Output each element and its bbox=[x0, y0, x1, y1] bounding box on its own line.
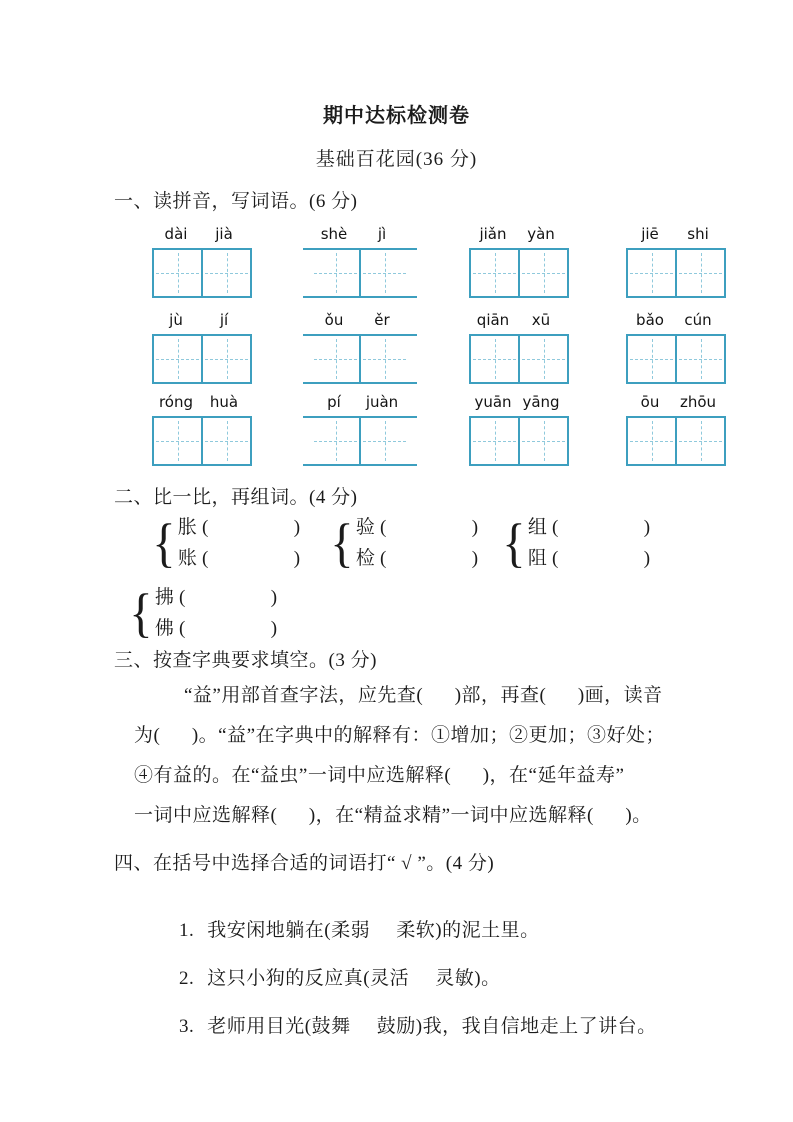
pinyin-syllable: juàn bbox=[365, 393, 399, 411]
pinyin-labels bbox=[469, 393, 565, 416]
pinyin-word-group bbox=[469, 311, 569, 384]
grid-cell bbox=[154, 336, 201, 382]
answer-blank: ( ) bbox=[379, 548, 479, 569]
pinyin-syllable: qiān bbox=[476, 311, 510, 329]
page-subtitle: 基础百花园(36 分) bbox=[315, 149, 478, 170]
item-number: 2. bbox=[179, 968, 195, 989]
pinyin-syllable: jià bbox=[215, 225, 233, 243]
pair-brace: { bbox=[129, 583, 153, 643]
item-text: )。 bbox=[474, 968, 501, 989]
grid-cell bbox=[471, 336, 518, 382]
pair-character: 账 bbox=[177, 548, 197, 569]
pinyin-syllable: jí bbox=[219, 311, 229, 329]
grid-cell bbox=[359, 418, 408, 464]
pinyin-syllable: jù bbox=[169, 311, 183, 329]
pinyin-labels bbox=[626, 393, 722, 416]
section-2-heading: 二、比一比，再组词。(4 分) bbox=[114, 487, 358, 508]
dictionary-paragraph bbox=[134, 676, 714, 836]
tianzige-grid bbox=[626, 416, 726, 466]
pinyin-word-group bbox=[152, 225, 252, 298]
pinyin-word-group bbox=[310, 311, 410, 384]
paragraph-line: 一词中应选解释( )，在“精益求精”一词中应选解释( )。 bbox=[134, 805, 652, 826]
item-number: 3. bbox=[179, 1016, 195, 1037]
option-words: 柔弱 柔软 bbox=[331, 919, 436, 941]
pinyin-syllable: jiǎn bbox=[479, 225, 507, 243]
tianzige-grid bbox=[310, 416, 410, 466]
pinyin-labels bbox=[626, 225, 722, 248]
pinyin-syllable: yāng bbox=[522, 393, 560, 411]
section-3-heading: 三、按查字典要求填空。(3 分) bbox=[114, 650, 377, 671]
grid-cell bbox=[201, 336, 250, 382]
pinyin-row bbox=[0, 393, 793, 469]
word-pair bbox=[151, 512, 300, 574]
question-item bbox=[158, 989, 657, 1060]
grid-cell bbox=[518, 250, 567, 296]
pinyin-labels bbox=[152, 393, 248, 416]
pinyin-syllable: yàn bbox=[527, 225, 555, 243]
pinyin-word-group bbox=[152, 393, 252, 466]
grid-cell bbox=[359, 250, 408, 296]
pinyin-word-group bbox=[626, 393, 726, 466]
pinyin-syllable: bǎo bbox=[636, 311, 664, 329]
pair-brace: { bbox=[330, 513, 354, 573]
paragraph-line: “益”用部首查字法，应先查( )部，再查( )画，读音 bbox=[184, 685, 663, 706]
tianzige-grid bbox=[310, 248, 410, 298]
grid-cell bbox=[628, 336, 675, 382]
tianzige-grid bbox=[626, 248, 726, 298]
tianzige-grid bbox=[152, 334, 252, 384]
pinyin-labels bbox=[469, 225, 565, 248]
tianzige-grid bbox=[310, 334, 410, 384]
section-4-heading: 四、在括号中选择合适的词语打“ √ ”。(4 分) bbox=[114, 853, 495, 874]
tianzige-grid bbox=[152, 248, 252, 298]
pinyin-syllable: cún bbox=[684, 311, 712, 329]
item-text: )我，我自信地走上了讲台。 bbox=[415, 1016, 657, 1037]
pair-character: 组 bbox=[527, 517, 547, 538]
grid-cell bbox=[675, 336, 724, 382]
answer-blank: ( ) bbox=[178, 587, 278, 608]
item-number: 1. bbox=[179, 920, 195, 941]
answer-blank: ( ) bbox=[201, 517, 301, 538]
answer-blank: ( ) bbox=[551, 517, 651, 538]
word-pair bbox=[501, 512, 650, 574]
option-words: 灵活 灵敏 bbox=[370, 967, 475, 989]
pinyin-syllable: shi bbox=[687, 225, 709, 243]
pair-character: 拂 bbox=[154, 587, 174, 608]
pinyin-word-group bbox=[626, 225, 726, 298]
grid-cell bbox=[675, 418, 724, 464]
pinyin-labels bbox=[310, 393, 406, 416]
grid-cell bbox=[471, 250, 518, 296]
word-pair bbox=[329, 512, 478, 574]
pair-character: 阻 bbox=[527, 548, 547, 569]
item-text: 我安闲地躺在( bbox=[207, 920, 332, 941]
pair-line bbox=[155, 582, 277, 613]
grid-cell bbox=[359, 336, 408, 382]
pinyin-labels bbox=[310, 311, 406, 334]
pair-line bbox=[155, 613, 277, 644]
grid-cell bbox=[675, 250, 724, 296]
pinyin-labels bbox=[310, 225, 406, 248]
grid-cell bbox=[312, 418, 359, 464]
tianzige-grid bbox=[152, 416, 252, 466]
pair-line bbox=[356, 543, 478, 574]
pinyin-labels bbox=[152, 225, 248, 248]
pinyin-syllable: ǒu bbox=[324, 311, 344, 329]
grid-cell bbox=[628, 418, 675, 464]
pair-line bbox=[178, 512, 300, 543]
grid-cell bbox=[471, 418, 518, 464]
page-title: 期中达标检测卷 bbox=[323, 105, 470, 127]
word-pair bbox=[128, 582, 277, 644]
pinyin-word-group bbox=[310, 393, 410, 466]
pinyin-syllable: dài bbox=[164, 225, 188, 243]
pair-character: 胀 bbox=[177, 517, 197, 538]
answer-blank: ( ) bbox=[178, 618, 278, 639]
pinyin-syllable: ěr bbox=[374, 311, 390, 329]
pinyin-syllable: yuān bbox=[474, 393, 512, 411]
pinyin-word-group bbox=[152, 311, 252, 384]
pinyin-syllable: pí bbox=[327, 393, 341, 411]
pair-line bbox=[528, 543, 650, 574]
pinyin-syllable: xū bbox=[531, 311, 551, 329]
grid-cell bbox=[518, 418, 567, 464]
item-text: 这只小狗的反应真( bbox=[207, 968, 371, 989]
tianzige-grid bbox=[469, 416, 569, 466]
answer-blank: ( ) bbox=[379, 517, 479, 538]
pinyin-syllable: jì bbox=[377, 225, 387, 243]
grid-cell bbox=[628, 250, 675, 296]
pinyin-word-group bbox=[626, 311, 726, 384]
pair-line bbox=[178, 543, 300, 574]
section-1-heading: 一、读拼音，写词语。(6 分) bbox=[114, 191, 358, 212]
grid-cell bbox=[312, 250, 359, 296]
pinyin-labels bbox=[626, 311, 722, 334]
pair-character: 验 bbox=[355, 517, 375, 538]
pair-line bbox=[356, 512, 478, 543]
pinyin-word-group bbox=[310, 225, 410, 298]
pinyin-labels bbox=[469, 311, 565, 334]
tianzige-grid bbox=[469, 334, 569, 384]
pinyin-row bbox=[0, 311, 793, 387]
pair-brace: { bbox=[502, 513, 526, 573]
pinyin-syllable: huà bbox=[209, 393, 239, 411]
option-words: 鼓舞 鼓励 bbox=[311, 1015, 416, 1037]
pinyin-syllable: ōu bbox=[640, 393, 660, 411]
pair-character: 检 bbox=[355, 548, 375, 569]
pinyin-word-group bbox=[469, 393, 569, 466]
grid-cell bbox=[201, 418, 250, 464]
grid-cell bbox=[201, 250, 250, 296]
pinyin-row bbox=[0, 225, 793, 301]
pinyin-syllable: shè bbox=[320, 225, 348, 243]
paragraph-line: ④有益的。在“益虫”一词中应选解释( )，在“延年益寿” bbox=[134, 765, 625, 786]
item-text: )的泥土里。 bbox=[435, 920, 540, 941]
answer-blank: ( ) bbox=[201, 548, 301, 569]
pinyin-word-group bbox=[469, 225, 569, 298]
item-text: 老师用目光( bbox=[207, 1016, 312, 1037]
pinyin-syllable: jiē bbox=[641, 225, 659, 243]
grid-cell bbox=[312, 336, 359, 382]
pinyin-syllable: zhōu bbox=[679, 393, 717, 411]
pair-character: 佛 bbox=[154, 618, 174, 639]
pair-line bbox=[528, 512, 650, 543]
paragraph-line: 为( )。“益”在字典中的解释有：①增加；②更加；③好处； bbox=[134, 725, 666, 746]
pair-brace: { bbox=[152, 513, 176, 573]
grid-cell bbox=[154, 418, 201, 464]
grid-cell bbox=[518, 336, 567, 382]
tianzige-grid bbox=[469, 248, 569, 298]
answer-blank: ( ) bbox=[551, 548, 651, 569]
pinyin-syllable: róng bbox=[158, 393, 194, 411]
pinyin-labels bbox=[152, 311, 248, 334]
tianzige-grid bbox=[626, 334, 726, 384]
grid-cell bbox=[154, 250, 201, 296]
